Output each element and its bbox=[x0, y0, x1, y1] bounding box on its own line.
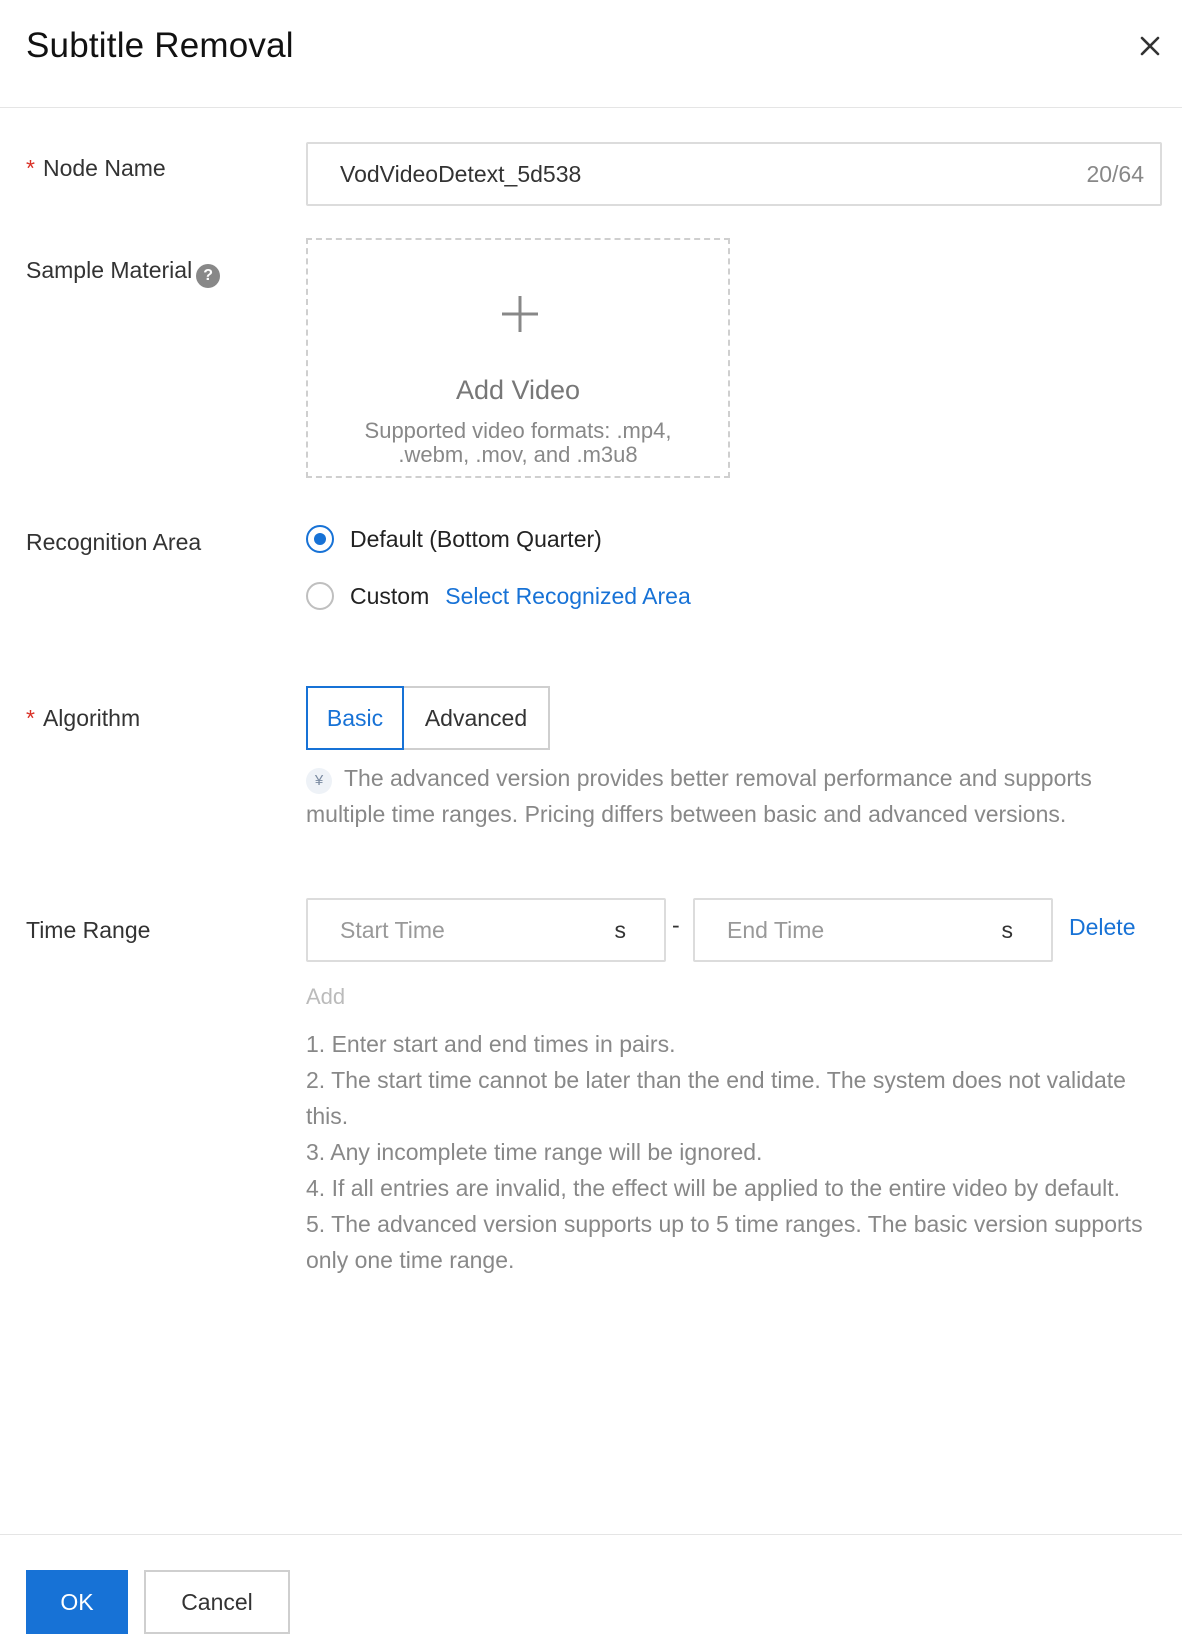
algorithm-label-text: Algorithm bbox=[42, 705, 141, 731]
time-range-separator: - bbox=[672, 912, 680, 938]
radio-custom-label: Custom bbox=[350, 582, 430, 609]
algorithm-note-text: The advanced version provides better removal performance and supports multiple time ranges. Pricing differs between basic and advanced versions. bbox=[306, 765, 1092, 827]
radio-default-checked[interactable] bbox=[306, 525, 334, 553]
algorithm-advanced-button[interactable]: Advanced bbox=[404, 686, 550, 750]
time-range-label: Time Range bbox=[26, 917, 151, 943]
select-recognized-area-link[interactable]: Select Recognized Area bbox=[445, 582, 691, 609]
sample-material-label bbox=[26, 257, 220, 288]
end-time-unit: s bbox=[1001, 917, 1013, 943]
node-name-label-text: Node Name bbox=[42, 155, 166, 181]
radio-default-label: Default (Bottom Quarter) bbox=[350, 525, 602, 552]
end-time-placeholder: End Time bbox=[727, 917, 825, 943]
close-icon bbox=[1134, 30, 1166, 62]
note-item: 1. Enter start and end times in pairs. bbox=[306, 1031, 676, 1057]
time-range-notes bbox=[306, 1026, 1166, 1278]
ok-button[interactable]: OK bbox=[26, 1570, 128, 1634]
note-item: 5. The advanced version supports up to 5 time ranges. The basic version supports only one time range. bbox=[306, 1211, 1143, 1273]
end-time-input[interactable] bbox=[693, 898, 1053, 962]
plus-icon bbox=[498, 292, 542, 336]
sample-material-label-text: Sample Material bbox=[26, 257, 193, 283]
node-name-input[interactable] bbox=[306, 142, 1162, 206]
required-mark: * bbox=[26, 155, 35, 181]
node-name-value: VodVideoDetext_5d538 bbox=[340, 161, 582, 187]
help-icon[interactable]: ? bbox=[196, 264, 220, 288]
close-button[interactable] bbox=[1134, 30, 1166, 62]
node-name-counter: 20/64 bbox=[1086, 161, 1144, 187]
dialog-header bbox=[0, 0, 1182, 108]
price-icon: ¥ bbox=[306, 768, 332, 794]
algorithm-label bbox=[26, 705, 140, 732]
required-mark: * bbox=[26, 705, 35, 731]
start-time-unit: s bbox=[614, 917, 626, 943]
note-item: 2. The start time cannot be later than the end time. The system does not validate this. bbox=[306, 1067, 1126, 1129]
recognition-area-label: Recognition Area bbox=[26, 529, 202, 555]
algorithm-segmented-control bbox=[306, 686, 550, 750]
dialog-title: Subtitle Removal bbox=[26, 26, 294, 65]
node-name-label bbox=[26, 155, 166, 182]
start-time-placeholder: Start Time bbox=[340, 917, 445, 943]
dialog-footer bbox=[0, 1534, 1182, 1646]
algorithm-basic-button[interactable]: Basic bbox=[306, 686, 404, 750]
radio-custom-unchecked[interactable] bbox=[306, 582, 334, 610]
note-item: 3. Any incomplete time range will be ignored. bbox=[306, 1139, 763, 1165]
start-time-input[interactable] bbox=[306, 898, 666, 962]
upload-description: Supported video formats: .mp4, .webm, .mov, and .m3u8 bbox=[364, 418, 672, 467]
upload-title: Add Video bbox=[455, 375, 581, 405]
add-time-range-link[interactable]: Add bbox=[306, 984, 346, 1009]
add-video-upload[interactable] bbox=[306, 238, 730, 478]
radio-custom[interactable] bbox=[306, 582, 691, 610]
delete-time-range-link[interactable]: Delete bbox=[1069, 914, 1136, 940]
note-item: 4. If all entries are invalid, the effect will be applied to the entire video by default. bbox=[306, 1175, 1121, 1201]
algorithm-note bbox=[306, 760, 1156, 832]
cancel-button[interactable]: Cancel bbox=[144, 1570, 290, 1634]
radio-default[interactable] bbox=[306, 525, 602, 553]
